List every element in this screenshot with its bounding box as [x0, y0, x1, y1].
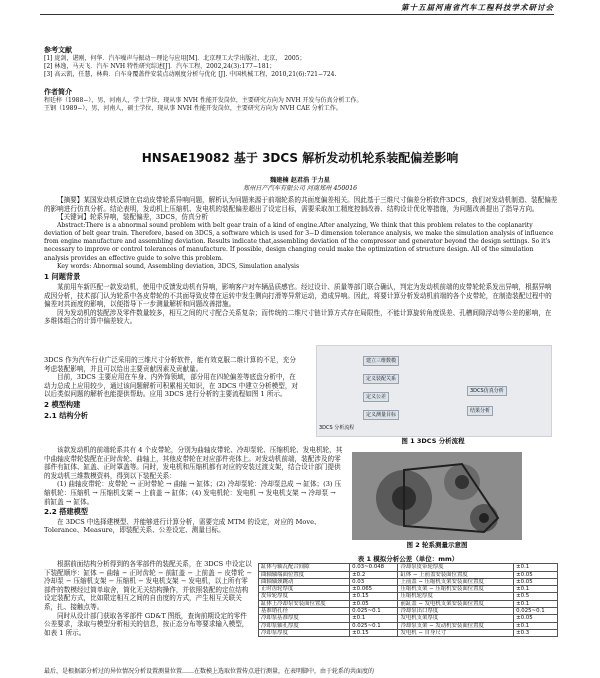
references [44, 46, 558, 79]
table-cell: 发电机支架厚度 [398, 615, 514, 622]
table-cell: 0.025~0.1 [350, 608, 398, 615]
table-cell: ±0.05 [514, 615, 558, 622]
table-cell: 压缩机支架 − 压缩机安装面位置度 [398, 586, 514, 593]
table-cell: ±0.1 [514, 600, 558, 607]
left-para-2: 目前，3DCS 主要应用在车身、内外饰领域，部分用在四轮偏差等底盘分析中，在动力总成上应用较少，通过该问题解析可积累相关知识，在 3DCS 中建立分析模型，对以后类似问题的解析也能提供帮助。应用 3DCS 进行分析的主要流程如图 1 所示。 [44, 373, 299, 399]
section-1-para-1: 某前用车新匹配一款发动机，使用中反馈发动机有异响，影响客户对车辆品质感官。经过设计、质量等部门联合确认，判定为发动机前端的皮带轮轮系发出异响，根据异响成因分析，技术部门认为轮系中各皮带轮的不共面导致皮带在运转中发生侧向打滑等异常运动，造成异响。因此，将要计算分析发动机前端的各个皮带轮，在制造装配过程中的偏差对共面度的影响，以便指导下一步测量解析和问题改善措施。 [44, 282, 552, 309]
header-title: 第十五届河南省汽车工程科技学术研讨会 [401, 3, 554, 12]
table-cell: 曲轴轴端面位置度 [259, 571, 350, 578]
table-cell: 冷却泵厚度 [259, 629, 350, 636]
flow-node-measure: 定义测量目标 [363, 410, 399, 420]
figure-1-panel [316, 345, 552, 437]
table-cell: ±0.1 [350, 615, 398, 622]
flow-label: 3DCS 分析流程 [319, 425, 355, 431]
table-row [259, 600, 558, 607]
table-cell: ±0.1 [514, 564, 558, 571]
running-header [0, 0, 600, 18]
author-bios-heading: 作者简介 [44, 88, 72, 96]
abstract-section [44, 196, 558, 326]
table-cell: 0.03~0.048 [350, 564, 398, 571]
table-row [259, 578, 558, 585]
figure-2-caption: 图 2 轮系测量示意图 [406, 541, 468, 549]
table-row [259, 615, 558, 622]
table-1 [258, 556, 558, 637]
table-cell: 缸体与轴瓦配合间隙 [259, 564, 350, 571]
table-1-caption: 表 1 模拟分析公差（单位：mm） [357, 555, 459, 563]
flow-node-model: 建立三维数模 [363, 356, 399, 366]
table-cell: 缸体 − 上前盖安装面位置度 [398, 571, 514, 578]
table-row [259, 622, 558, 629]
byline [0, 177, 600, 193]
author-names: 魏建楠 赵君浩 于力星 [270, 177, 330, 184]
table-cell: ±0.2 [350, 571, 398, 578]
table-cell: ±0.05 [350, 600, 398, 607]
left-para-1: 3DCS 作为汽车行业广泛采用的三维尺寸分析软件，能有效克服二维计算的不足，充分考虑装配影响，并且可以给出主要贡献因素及贡献量。 [44, 356, 296, 373]
table-cell: ±0.1 [514, 586, 558, 593]
table-cell: 冷却泵基准厚度 [259, 615, 350, 622]
section-2-2-heading: 2.2 搭建模型 [44, 507, 88, 517]
table-cell: 冷却泵轴孔厚度 [259, 622, 350, 629]
section-2-1-body [44, 446, 344, 535]
table-cell: 发电机 − 自身尺寸 [398, 629, 514, 636]
section-2-heading: 2 模型构建 [44, 399, 81, 409]
table-cell: ±0.3 [514, 629, 558, 636]
flow-node-assembly: 定义装配关系 [363, 374, 399, 384]
table-cell: 曲轴轴颈跳动 [259, 578, 350, 585]
abstract-cn: 【摘要】某国发动机反馈在启动皮带轮系异响问题，解析认为问题来源于前端轮系的共面度偏差相关。因此基于三维尺寸偏差分析软件3DCS，我们对发动机制造、装配偏差的影响进行仿真分析。结论表明，发动机上压缩机、发电机的装配偏差超出了设定目标，需要采取加工精度控制改善、结构设计优化等措施，为问题改善提出了指导方向。 [44, 196, 558, 213]
affiliation: 郑州日产汽车有限公司 河南郑州 450016 [242, 185, 358, 192]
paper-title: HNSAE19082 基于 3DCS 解析发动机轮系装配偏差影响 [141, 151, 459, 165]
table-cell: ±0.05 [514, 578, 558, 585]
section-2-1-heading: 2.1 结构分析 [44, 410, 88, 420]
table-row [259, 571, 558, 578]
table-cell: 缸体上冷却泵安装面位置度 [259, 600, 350, 607]
table-cell: 0.03 [350, 578, 398, 585]
table-row [259, 593, 558, 600]
reference-3: [3] 高云凯，任慧，林典．白车身覆盖件安装点动刚度分析与优化 [J]. 中国机械工程，2010,21(6):721−724. [44, 70, 337, 78]
table-cell: 冷却泵皮带轮厚度 [398, 564, 514, 571]
table-cell: 0.025~0.1 [350, 622, 398, 629]
section-2-2-para-2: 根据前面结构分析得到的各零部件的装配关系，在 3DCS 中设定以下装配顺序：缸体 − 曲轴 − 正时齿轮 − 前缸盖 − 上前盖 − 皮带轮 − 冷却泵 − 压缩机支架 − 压缩机 − 发电机支架 − 发电机，以上所有零部件的数模经过简单取舍，简化无关结构操作，并依照装配的定位结构设定装配方式，比如限定相互之间的自由度的方式，产生相互关联关系，扎、接触点等。 [44, 560, 252, 611]
table-row [259, 564, 558, 571]
table-cell: 前缸盖 − 发电机支架安装面位置度 [398, 600, 514, 607]
table-cell: 皮带轮厚度 [259, 593, 350, 600]
left-column [44, 356, 302, 421]
flow-node-result: 结果分析 [467, 406, 493, 416]
table-cell: ±0.1 [514, 622, 558, 629]
table-cell: 压缩机轮厚度 [398, 593, 514, 600]
author-bio-1: 程廷梓（1988−），男，河南人，学士学位，现从事 NVH 性能开发岗位，主要研究方向为 NVH 开发与仿真分析工作。 [44, 96, 363, 104]
table-cell: 冷却泵支架 − 发动机安装面位置度 [398, 622, 514, 629]
table-cell: ±0.065 [350, 586, 398, 593]
table-cell: ±0.5 [514, 593, 558, 600]
figure-1 [308, 345, 558, 447]
references-heading: 参考文献 [44, 46, 72, 54]
table-row [259, 608, 558, 615]
last-line: 最后，是根据部分析过的异位情况分析设置测量位置……在数模上选取位置传点进行测量，在表明脚中，由于轮系的共面度的 [44, 668, 375, 675]
section-1-heading: 1 问题背景 [44, 272, 81, 282]
figure-2-photo [352, 452, 522, 540]
flow-node-tolerance: 定义公差 [363, 392, 389, 402]
table-cell: 基准销孔径 [259, 608, 350, 615]
keywords-en: Key words: Abnormal sound, Assembling deviation, 3DCS, Simulation analysis [57, 262, 300, 270]
flow-node-simulate: 3DCS仿真分析 [467, 386, 507, 396]
table-cell: 上前盖 − 压缩机支架安装面位置度 [398, 578, 514, 585]
table-cell: 0.025~0.1 [514, 608, 558, 615]
table-cell: ±0.15 [350, 593, 398, 600]
table-cell: 冷却泵出口厚度 [398, 608, 514, 615]
table-cell: 正时齿轮厚度 [259, 586, 350, 593]
reference-1: [1] 庞剑，谌刚，何华．汽车噪声与振动－理论与应用[M]．北京理工大学出版社，北京， 2005； [44, 54, 306, 62]
left-column-lower [44, 560, 252, 637]
table-row [259, 629, 558, 636]
abstract-en: Abstract:There is a abnormal sound problem with belt gear train of a kind of engine.After analyzing, We think that this problem relates to the coplanarity deviation of belt gear train. Therefore, based on 3DCS, a software which is used for 3−D dimension tolerance analysis, we make the simulation analysis of influence from engine manufacture and assembling deviation. Results indicate that,assembling deviation of the compressor and generator beyond the design settings. So it's necessary to improve or control tolerances of manufacture. If possible, design changing could make the optimization of structure design. All of the simulation analysis provides an effective guide to solve this problem. [44, 221, 554, 262]
header-rule [40, 14, 554, 15]
table-cell: ±0.05 [514, 571, 558, 578]
author-bios [44, 88, 558, 113]
keywords-cn: 【关键词】轮系异响，装配偏差，3DCS，仿真分析 [57, 213, 208, 222]
table-1-body [259, 564, 558, 637]
section-2-2-para-1: 在 3DCS 中选择建模型、并能够进行计算分析，需要完成 MTM 的设定，对应的 Move、Tolerance、Measure，即装配关系、公差设定、测量目标。 [44, 517, 321, 535]
section-2-1-para-1: 该款发动机的前端轮系共有 4 个皮带轮，分别为曲轴皮带轮、冷却泵轮、压缩机轮、发电机轮，其中曲轴皮带轮装配在正时齿轮、曲轴上，其他皮带轮在对应部件壳体上。对发动机前端，装配涉及的零部件有缸体、缸盖、正时罩盖等。同时，发电机和压缩机都有对应的安装过渡支架，结合设计部门提供的发动机三维数模资料，得到以下装配关系： [44, 446, 343, 480]
section-2-2-para-3: 同时从设计部门获取各零部件 GD&T 图纸，查询前期设定的零件公差要求，录取与模型分析相关的信息，按正态分布等要求输入模型，如表 1 所示。 [44, 611, 249, 637]
reference-2: [2] 林逸，马天飞．汽车 NVH 特性研究综述[J]．汽车工程，2002,24(3):177−181； [44, 62, 276, 70]
figure-1-caption: 图 1 3DCS 分析流程 [401, 437, 465, 445]
section-1-para-2: 因为发动机的装配涉及零件数量较多，相互之间的尺寸配合关系复杂；而传统的二维尺寸链计算方式存在局限性，不能计算旋转角度误差、孔槽间隙浮动等公差的影响，在多维体组合的计算中偏差较大。 [44, 308, 552, 326]
table-row [259, 586, 558, 593]
author-bio-2: 王钢（1989−），男，河南人，硕士学位，现从事 NVH 性能开发岗位，主要研究方向为 NVH CAE 分析工作。 [44, 104, 342, 112]
table-cell: ±0.15 [350, 629, 398, 636]
engine-photo-illustration [352, 452, 522, 540]
section-2-1-para-2: (1) 曲轴皮带轮：皮带轮 → 正时带轮 → 曲轴 → 缸体；(2) 冷却泵轮：冷却泵总成 → 缸体；(3) 压缩机轮：压缩机 → 压缩机支架 → 上前盖 → 缸体；(4) 发电机轮：发电机 → 发电机支架 → 冷却泵 → 前缸盖 → 缸体。 [44, 480, 342, 506]
